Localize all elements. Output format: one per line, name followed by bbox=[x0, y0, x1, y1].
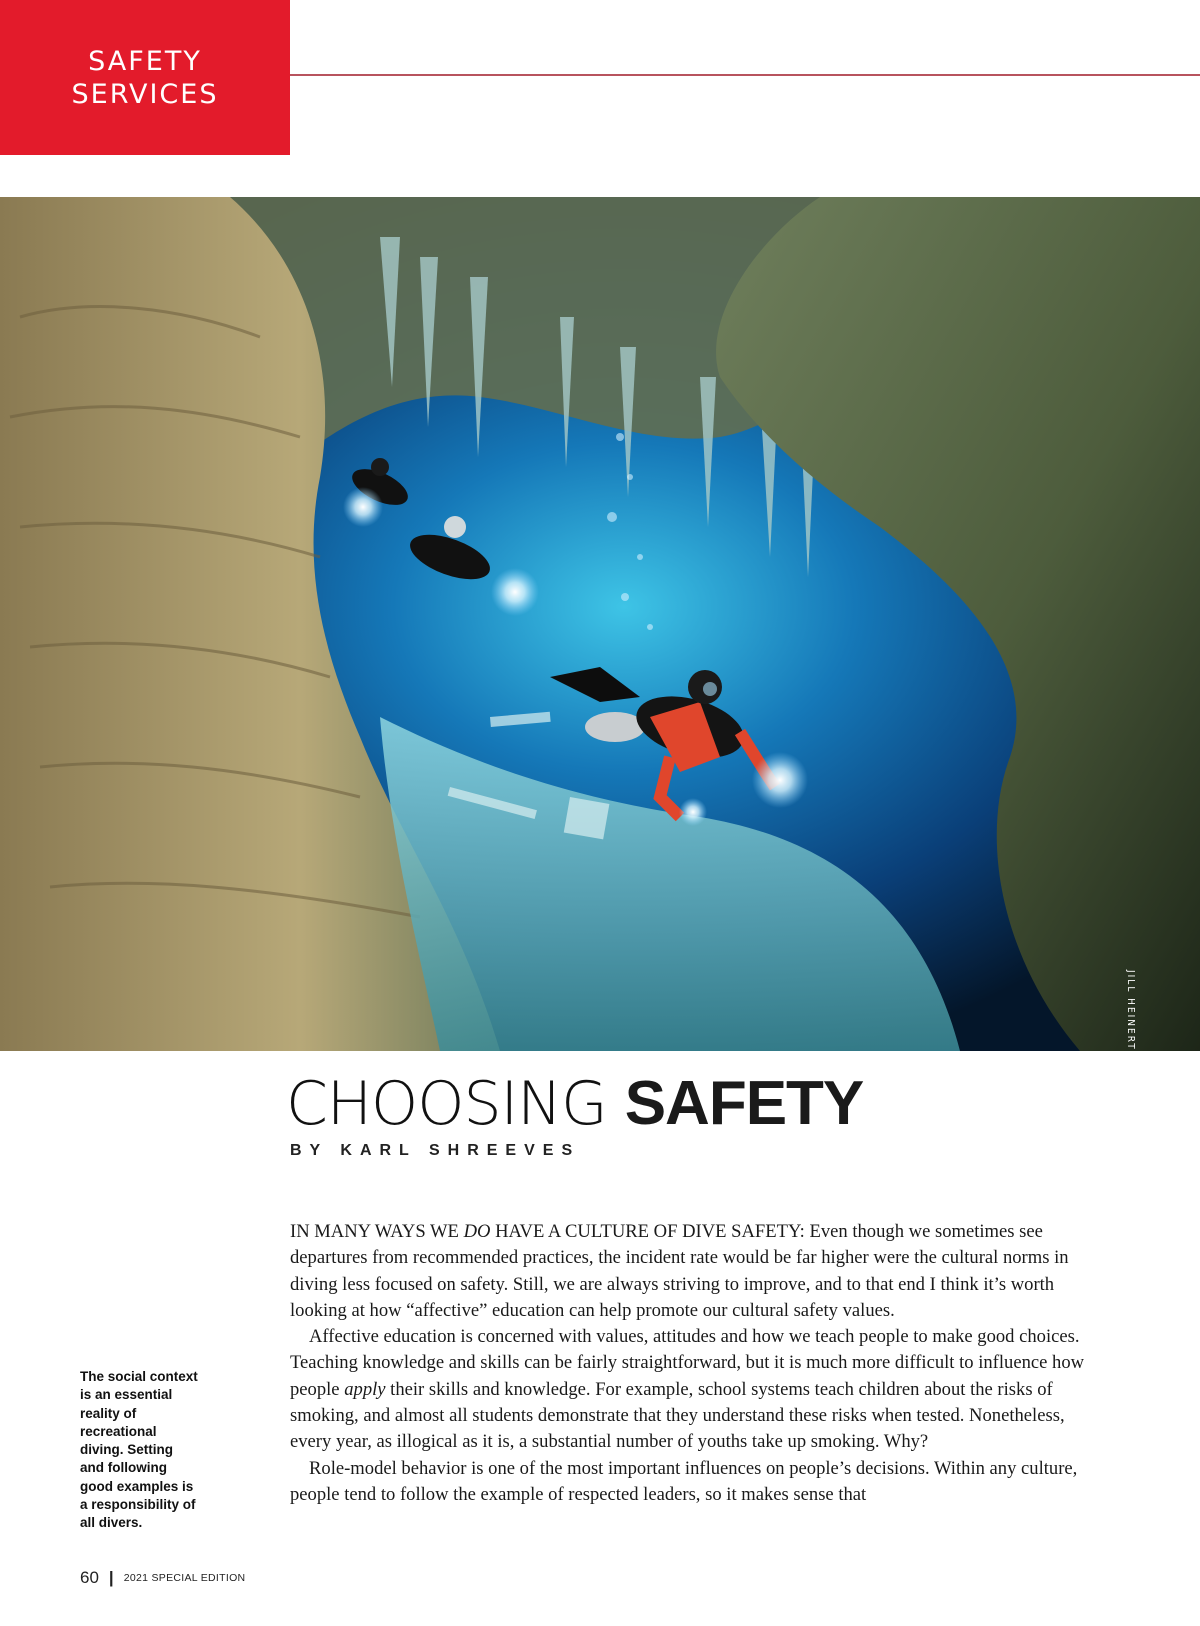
cave-diving-photo bbox=[0, 197, 1200, 1051]
title-bold: SAFETY bbox=[624, 1069, 864, 1138]
p1-lead-a: IN MANY WAYS WE bbox=[290, 1221, 464, 1242]
footer-separator: | bbox=[108, 1568, 114, 1587]
byline: BY KARL SHREEVES bbox=[290, 1142, 581, 1159]
page-number: 60 bbox=[80, 1568, 99, 1587]
p1-rest: Even though we sometimes see departures from recommended practices, the incident rate would be far higher were the cultural norms in diving less focused on safety. Still, we are always striving to improve, and to that end I think it’s worth looking at how “affective” education can help promote our cultural safety values. bbox=[290, 1221, 1069, 1321]
p2-b: their skills and knowledge. For example, school systems teach children about the risks of smoking, and almost all students demonstrate that they understand these risks when tested. Nonetheless, every year, as illogical as it is, a substantial number of youths take up smoking. Why? bbox=[290, 1378, 1065, 1453]
p1-lead-em: DO bbox=[463, 1221, 491, 1242]
header-rule bbox=[290, 74, 1200, 76]
edition-label: 2021 SPECIAL EDITION bbox=[123, 1572, 246, 1584]
paragraph-2 bbox=[290, 1324, 1090, 1455]
section-label-line1: SAFETY bbox=[88, 45, 202, 77]
article-body bbox=[290, 1219, 1090, 1508]
paragraph-1 bbox=[290, 1219, 1090, 1324]
photo-credit: JILL HEINERTH bbox=[1125, 970, 1136, 1060]
p1-lead-b: HAVE A CULTURE OF DIVE SAFETY: bbox=[490, 1221, 805, 1242]
paragraph-3: Role-model behavior is one of the most important influences on people’s decisions. Within any culture, people tend to follow the example of respected leaders, so it makes sense that bbox=[290, 1457, 1078, 1505]
section-label-line2: SERVICES bbox=[71, 78, 219, 110]
page-footer bbox=[80, 1568, 245, 1588]
cave-diving-illustration bbox=[0, 197, 1200, 1051]
pull-quote: The social context is an essential reality of recreational diving. Setting and following good examples is a responsibility of all divers. bbox=[80, 1369, 198, 1531]
title-light: CHOOSING bbox=[286, 1069, 607, 1139]
p2-a: Affective education is concerned with values, attitudes and how we teach people to make good choices. Teaching knowledge and skills can be fairly straightforward, but it is much more difficult to influence how people bbox=[290, 1326, 1085, 1400]
section-tab bbox=[0, 0, 290, 155]
article-title bbox=[286, 1069, 864, 1139]
p2-em: apply bbox=[344, 1378, 386, 1400]
